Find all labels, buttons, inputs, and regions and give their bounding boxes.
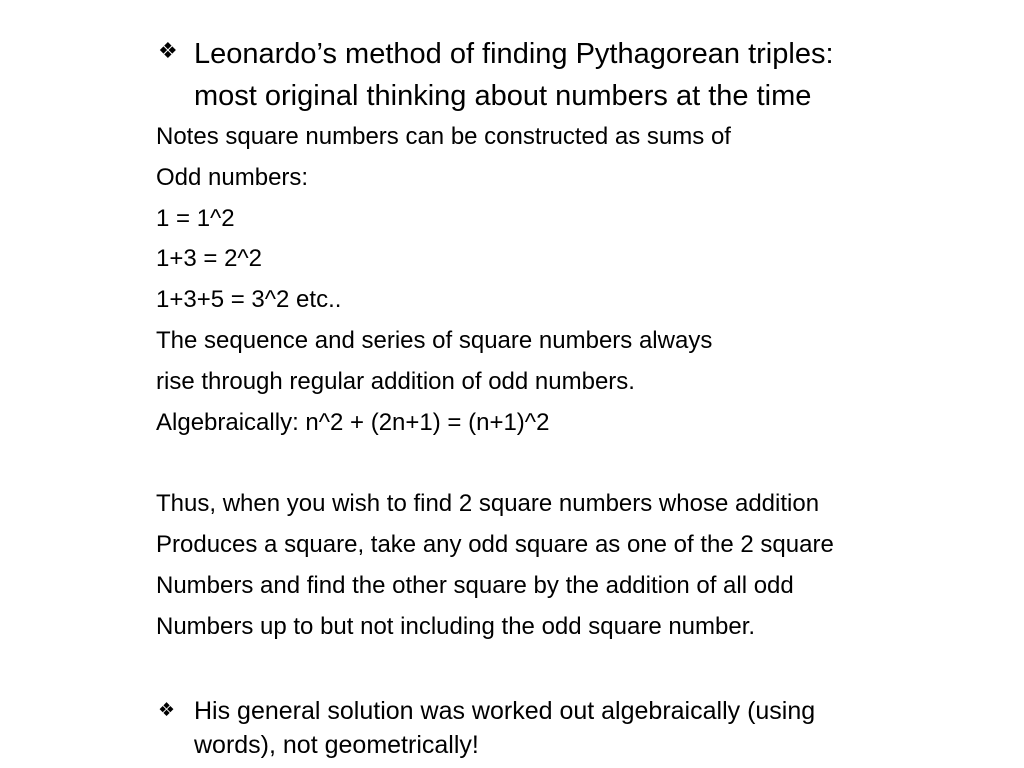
- bullet-line: Leonardo’s method of finding Pythagorean triples:: [194, 38, 834, 70]
- bullet-line: words), not geometrically!: [194, 731, 479, 759]
- equation-line: 1 = 1^2: [156, 204, 235, 232]
- bullet-text: [194, 694, 815, 762]
- text-line: Numbers and find the other square by the addition of all odd: [156, 571, 794, 599]
- text-line: rise through regular addition of odd numbers.: [156, 367, 635, 395]
- diamond-bullet-icon: ❖: [158, 39, 178, 64]
- bullet-item-general-solution: [158, 696, 815, 762]
- diamond-bullet-icon: ❖: [158, 699, 176, 721]
- bullet-line: most original thinking about numbers at the time: [194, 80, 812, 112]
- bullet-text: [194, 33, 834, 117]
- blank-line: [156, 443, 834, 484]
- text-line: Thus, when you wish to find 2 square numbers whose addition: [156, 490, 820, 518]
- text-line: Odd numbers:: [156, 163, 309, 191]
- text-line: Numbers up to but not including the odd square number.: [156, 612, 756, 640]
- text-line: Notes square numbers can be constructed as sums of: [156, 123, 731, 150]
- equation-line: 1+3+5 = 3^2 etc..: [156, 286, 342, 314]
- equation-line: 1+3 = 2^2: [156, 245, 263, 273]
- equation-line: Algebraically: n^2 + (2n+1) = (n+1)^2: [156, 408, 550, 436]
- bullet-line: His general solution was worked out algebraically (using: [194, 697, 816, 725]
- text-line: The sequence and series of square numbers always: [156, 326, 713, 354]
- body-text: [156, 117, 834, 647]
- text-line: Produces a square, take any odd square as one of the 2 square: [156, 530, 834, 558]
- bullet-item-leonardo-method: [158, 35, 834, 117]
